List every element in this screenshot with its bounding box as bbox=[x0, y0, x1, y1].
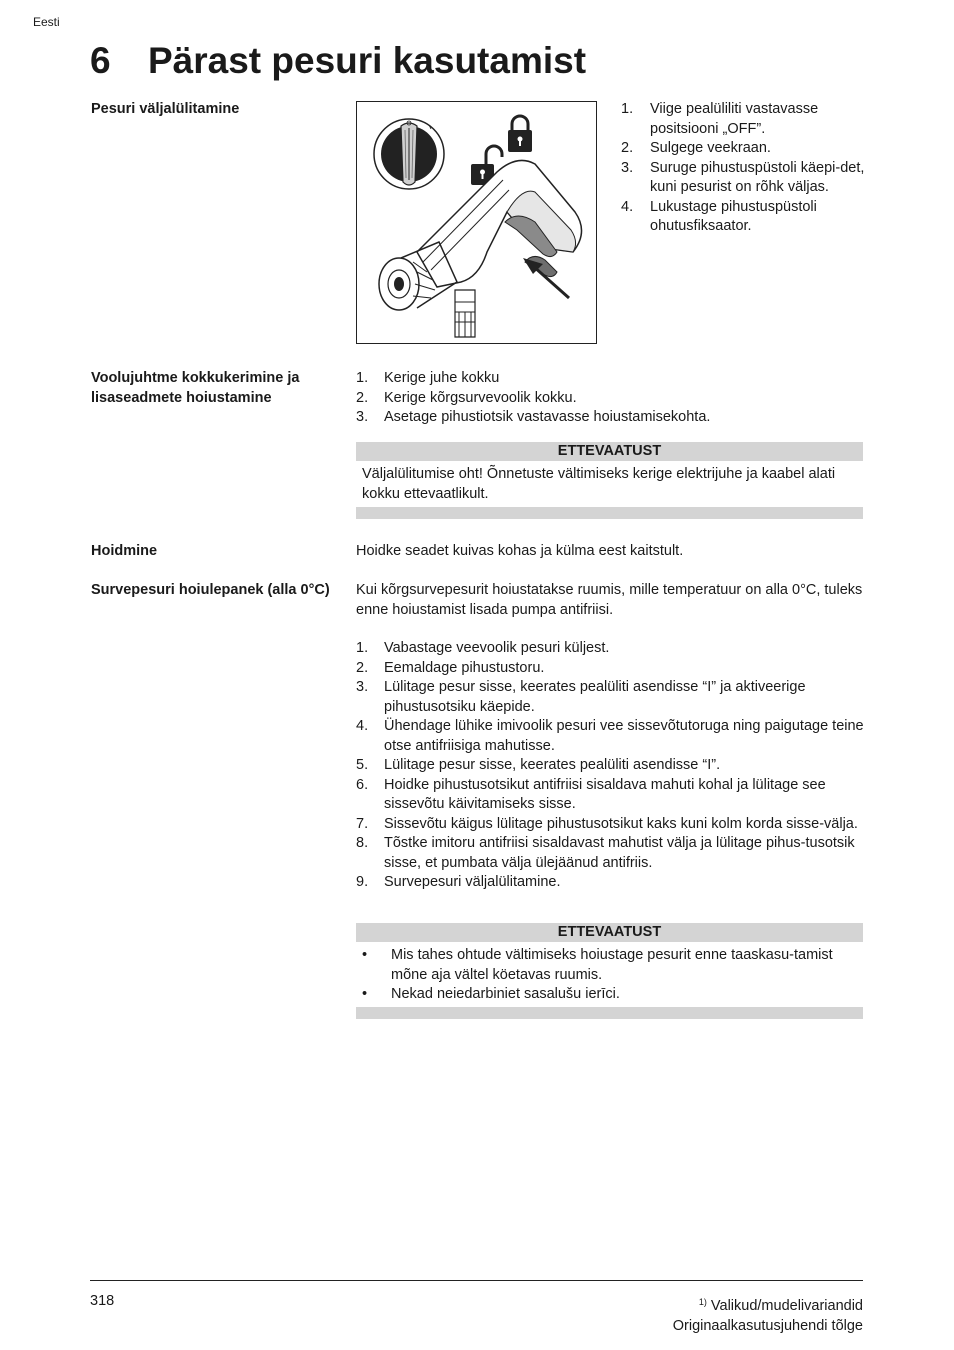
caution-heading: ETTEVAATUST bbox=[356, 442, 863, 461]
caution-text: Väljalülitumise oht! Õnnetuste vältimiseks kerige elektrijuhe ja kaabel alati kokku ettevaatlikult. bbox=[362, 466, 836, 502]
list-item: 2. Kerige kõrgsurvevoolik kokku. bbox=[356, 389, 577, 406]
list-item: 3. Asetage pihustiotsik vastavasse hoiustamisekohta. bbox=[356, 409, 711, 425]
winter-storage-intro: Kui kõrgsurvepesurit hoiustatakse ruumis, mille temperatuur on alla 0°C, tuleks enne hoiustamist lisada pumpa antifriisi. bbox=[356, 582, 863, 618]
caution-bottom-bar bbox=[356, 507, 863, 519]
locked-padlock-icon bbox=[508, 116, 532, 152]
cord-storage-steps bbox=[356, 369, 866, 428]
list-item: 1. Vabastage veevoolik pesuri küljest. bbox=[356, 640, 610, 656]
list-item: 4. Lukustage pihustuspüstoli ohutusfiksaator. bbox=[621, 198, 817, 234]
list-item: • Nekad neiedarbiniet sasalušu ierīci. bbox=[362, 986, 620, 1002]
section-label-switch-off: Pesuri väljalülitamine bbox=[91, 101, 240, 117]
list-item: 2. Sulgege veekraan. bbox=[621, 140, 771, 156]
list-item: 1. Kerige juhe kokku bbox=[356, 370, 500, 386]
chapter-title-text: Pärast pesuri kasutamist bbox=[148, 40, 587, 81]
footnote-marker: 1) bbox=[698, 1297, 707, 1307]
spray-gun-icon bbox=[357, 102, 596, 343]
list-item: 7. Sissevõtu käigus lülitage pihustusotsikut kaks kuni kolm korda sisse-välja. bbox=[356, 815, 858, 832]
winter-storage-steps bbox=[356, 639, 866, 893]
footnote-text: Valikud/mudelivariandid bbox=[710, 1298, 863, 1314]
section-label-maintenance: Hoidmine bbox=[91, 543, 158, 559]
chapter-number: 6 bbox=[90, 40, 111, 81]
maintenance-text: Hoidke seadet kuivas kohas ja külma eest kaitstult. bbox=[356, 543, 684, 559]
list-item: 9. Survepesuri väljalülitamine. bbox=[356, 874, 561, 890]
list-item: 8. Tõstke imitoru antifriisi sisaldavast mahutist välja ja lülitage pihus-tusotsik sisse, et pumbata välja ülejäänud antifriis. bbox=[356, 835, 855, 871]
list-item: 6. Hoidke pihustusotsikut antifriisi sisaldava mahuti kohal ja lülitage see sissevõtu käivitamiseks sisse. bbox=[356, 776, 826, 812]
language-label: Eesti bbox=[33, 15, 60, 29]
footer-subtitle: Originaalkasutusjuhendi tõlge bbox=[672, 1317, 863, 1334]
section-label-cord-storage: Voolujuhtme kokkukerimine ja lisaseadmete hoiustamine bbox=[91, 370, 300, 406]
section-label-winter-storage: Survepesuri hoiulepanek (alla 0°C) bbox=[91, 582, 330, 598]
chapter-title bbox=[90, 40, 586, 82]
power-switch-knob-icon bbox=[374, 119, 444, 189]
list-item: 4. Ühendage lühike imivoolik pesuri vee sissevõtutoruga ning paigutage teine otse antifriisiga mahutisse. bbox=[356, 718, 864, 754]
list-item: • Mis tahes ohtude vältimiseks hoiustage pesurit enne taaskasu-tamist mõne aja vältel köetavas ruumis. bbox=[362, 947, 833, 983]
list-item: 2. Eemaldage pihustustoru. bbox=[356, 659, 545, 676]
switch-off-steps bbox=[621, 100, 866, 237]
caution-heading: ETTEVAATUST bbox=[356, 923, 863, 942]
list-item: 1. Viige pealüliliti vastavasse positsiooni „OFF”. bbox=[621, 101, 819, 137]
list-item: 3. Lülitage pesur sisse, keerates pealüliti asendisse “I” ja aktiveerige pihustusotsiku käepide. bbox=[356, 679, 806, 715]
list-item: 5. Lülitage pesur sisse, keerates pealüliti asendisse “I”. bbox=[356, 757, 721, 773]
list-item: 3. Suruge pihustuspüstoli käepi-det, kuni pesurist on rõhk väljas. bbox=[621, 159, 865, 195]
footer-notes bbox=[673, 1293, 863, 1336]
caution-bottom-bar bbox=[356, 1007, 863, 1019]
page-number: 318 bbox=[90, 1293, 115, 1309]
caution-bullets bbox=[362, 946, 862, 1005]
footer-divider bbox=[90, 1280, 863, 1281]
spray-gun-illustration bbox=[356, 101, 597, 344]
